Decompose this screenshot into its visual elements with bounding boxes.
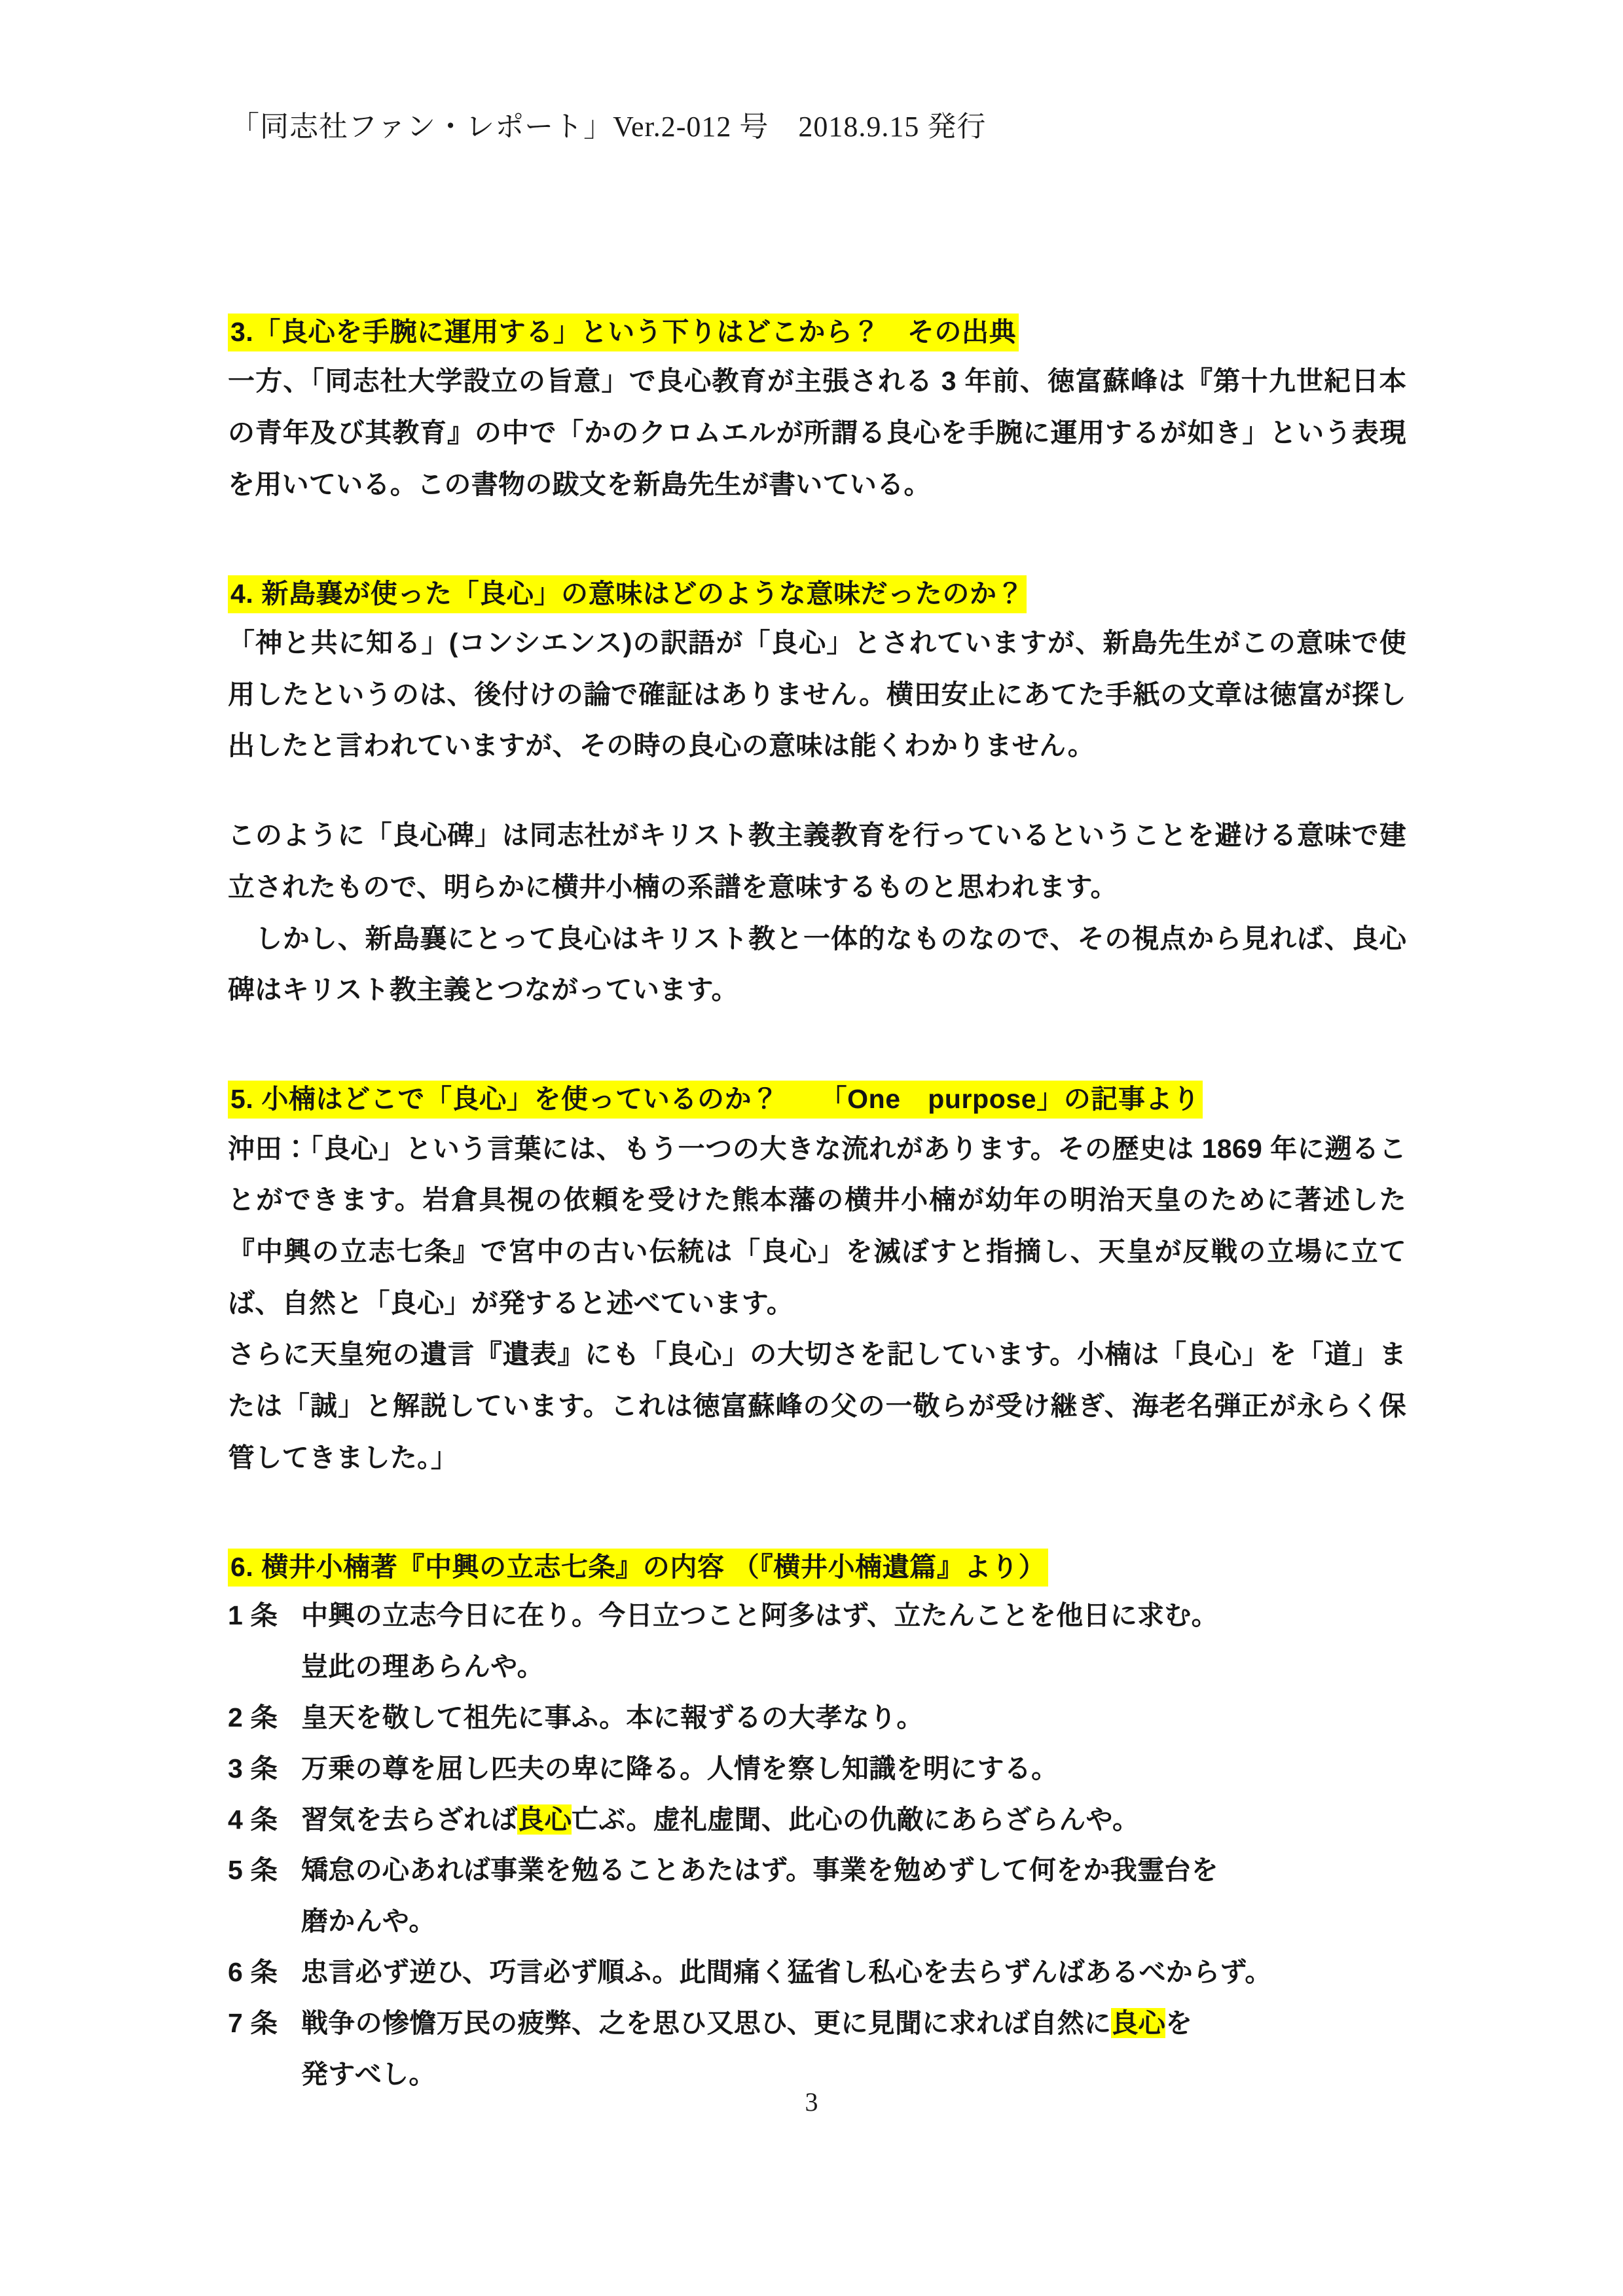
article-item: [228, 1590, 1406, 1693]
article-item: [228, 1947, 1406, 1998]
article-text: [301, 1845, 1406, 1896]
section-4-body-3: しかし、新島襄にとって良心はキリスト教と一体的なものなので、その視点から見れば、良心碑はキリスト教主義とつながっています。: [228, 923, 1406, 1005]
section-5-body-2: さらに天皇宛の遺言『遺表』にも「良心」の大切さを記しています。小楠は「良心」を「道」または「誠」と解説しています。これは徳富蘇峰の父の一敬らが受け継ぎ、海老名弾正が永らく保管してきました。」: [228, 1339, 1406, 1473]
article-row: [228, 1947, 1406, 1998]
article-number: 1 条: [228, 1600, 278, 1630]
section-5-body: 沖田：「良心」という言葉には、もう一つの大きな流れがあります。その歴史は 1869 年に遡ることができます。岩倉具視の依頼を受けた熊本藩の横井小楠が幼年の明治天皇のために著述した『中興の立志七条』で宮中の古い伝統は「良心」を滅ぼすと指摘し、天皇が反戦の立場に立てば、自然と「良心」が発すると述べています。: [228, 1133, 1406, 1318]
spacer: [228, 772, 1406, 810]
article-text-pre: 矯怠の心あれば事業を勉ることあたはず。事業を勉めずして何をか我霊台を: [301, 1855, 1218, 1886]
article-text-pre: 中興の立志今日に在り。今日立つこと阿多はず、立たんことを他日に求む。: [301, 1600, 1218, 1630]
section-3-body: 一方、「同志社大学設立の旨意」で良心教育が主張される 3 年前、徳富蘇峰は『第十九世紀日本の青年及び其教育』の中で「かのクロムエルが所謂る良心を手腕に運用するが如き」という表現を用いている。この書物の跋文を新島先生が書いている。: [228, 366, 1406, 499]
article-item: [228, 1845, 1406, 1947]
highlighted-term: 良心: [1111, 2008, 1165, 2039]
article-text-pre: 習気を去らざれば: [301, 1804, 518, 1835]
article-text: [301, 1590, 1406, 1641]
article-row: [228, 1795, 1406, 1846]
section-5-heading: [228, 1080, 1406, 1119]
article-continuation: 豈此の理あらんや。: [301, 1651, 544, 1681]
article-number: 5 条: [228, 1855, 278, 1886]
section-5-heading-text: 5. 小楠はどこで「良心」を使っているのか？ 「One purpose」の記事より: [228, 1081, 1203, 1119]
article-item: [228, 1998, 1406, 2100]
article-row: [228, 1998, 1406, 2049]
section-3-heading-text: 3.「良心を手腕に運用する」という下りはどこから？ その出典: [228, 314, 1019, 351]
section-3-heading: [228, 313, 1406, 351]
section-4-body: 「神と共に知る」(コンシエンス)の訳語が「良心」とされていますが、新島先生がこの意味で使用したというのは、後付けの論で確証はありません。横田安止にあてた手紙の文章は徳富が探し出したと言われていますが、その時の良心の意味は能くわかりません。: [228, 628, 1406, 761]
article-text: [301, 1998, 1406, 2049]
article-text: [301, 1693, 1406, 1744]
section-5: [228, 1080, 1406, 1483]
section-6-heading: [228, 1548, 1406, 1587]
article-text-pre: 忠言必ず逆ひ、巧言必ず順ふ。此間痛く猛省し私心を去らずんばあるべからず。: [301, 1957, 1272, 1988]
article-number: 4 条: [228, 1804, 278, 1835]
article-text-post: 亡ぶ。虚礼虚聞、此心の仇敵にあらざらんや。: [572, 1804, 1140, 1835]
section-3: [228, 313, 1406, 511]
section-6-heading-text: 6. 横井小楠著『中興の立志七条』の内容 （『横井小楠遺篇』より）: [228, 1549, 1048, 1587]
highlighted-term: 良心: [517, 1804, 572, 1835]
spacer: [228, 518, 1406, 575]
section-6: [228, 1548, 1406, 2100]
section-4-heading-text: 4. 新島襄が使った「良心」の意味はどのような意味だったのか？: [228, 575, 1027, 613]
article-text-pre: 万乗の尊を屈し匹夫の卑に降る。人情を察し知識を明にする。: [301, 1753, 1059, 1784]
article-number: 2 条: [228, 1702, 278, 1732]
section-4-heading: [228, 575, 1406, 613]
article-text-pre: 戦争の惨憺万民の疲弊、之を思ひ又思ひ、更に見聞に求れば自然に: [301, 2008, 1112, 2039]
article-continuation: 磨かんや。: [301, 1906, 436, 1937]
article-list: [228, 1590, 1406, 2100]
article-text: [301, 1947, 1406, 1998]
spacer: [228, 1492, 1406, 1548]
article-number: 7 条: [228, 2008, 278, 2039]
section-4-body-2: このように「良心碑」は同志社がキリスト教主義教育を行っているということを避ける意味で建立されたもので、明らかに横井小楠の系譜を意味するものと思われます。: [228, 820, 1406, 902]
article-item: [228, 1744, 1406, 1795]
document-header: 「同志社ファン・レポート」Ver.2-012 号 2018.9.15 発行: [230, 111, 987, 143]
document-body: [228, 313, 1406, 2108]
article-text-post: を: [1165, 2008, 1193, 2039]
article-row: [228, 1590, 1406, 1641]
article-continuation: 発すべし。: [301, 2058, 436, 2089]
article-text: [301, 1795, 1406, 1846]
article-item: [228, 1693, 1406, 1744]
section-4: [228, 575, 1406, 1016]
article-text: [301, 1744, 1406, 1795]
article-row: [228, 1744, 1406, 1795]
page-number: 3: [805, 2087, 818, 2117]
article-text-pre: 皇天を敬して祖先に事ふ。本に報ずるの大孝なり。: [301, 1702, 924, 1732]
article-number: 3 条: [228, 1753, 278, 1784]
article-number: 6 条: [228, 1957, 278, 1988]
article-row: [228, 1693, 1406, 1744]
spacer: [228, 1024, 1406, 1080]
article-item: [228, 1795, 1406, 1846]
article-row: [228, 1845, 1406, 1896]
